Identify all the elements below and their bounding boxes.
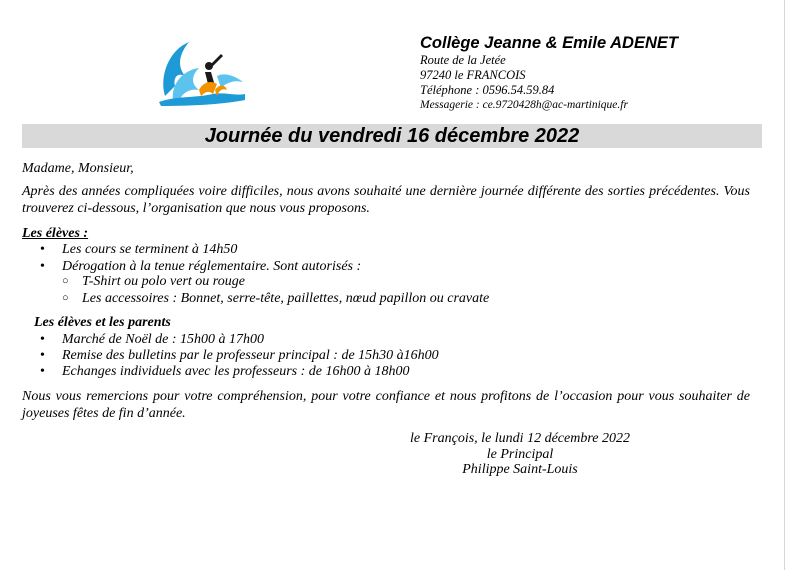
circle-bullet-icon: ○ (62, 275, 69, 287)
signature-date: le François, le lundi 12 décembre 2022 (410, 431, 630, 446)
intro-paragraph: Après des années compliquées voire difficiles, nous avons souhaité une dernière journée différente des sorties précédentes. Vous trouverez ci-dessous, l’organisation que nous vous proposons. (22, 184, 750, 216)
signature-role: le Principal (486, 447, 554, 462)
school-header (420, 33, 678, 113)
bullet-icon: • (40, 259, 45, 274)
section1-subitem: T-Shirt ou polo vert ou rouge (82, 274, 245, 289)
signature-name: Philippe Saint-Louis (462, 462, 578, 477)
title-bar (22, 124, 762, 148)
school-city: 97240 le FRANCOIS (420, 68, 526, 82)
section1-item: Dérogation à la tenue réglementaire. Sont autorisés : (62, 259, 362, 274)
section2-item: Echanges individuels avec les professeurs : de 16h00 à 18h00 (62, 364, 410, 379)
section1-heading: Les élèves : (22, 226, 89, 241)
bullet-icon: • (40, 348, 45, 363)
closing-paragraph: Nous vous remercions pour votre compréhension, pour votre confiance et nous profitons de l’occasion pour vous souhaiter de joyeuses fêtes de fin d’année. (22, 389, 750, 421)
circle-bullet-icon: ○ (62, 292, 69, 304)
section1-subitem: Les accessoires : Bonnet, serre-tête, paillettes, nœud papillon ou cravate (82, 291, 490, 306)
greeting: Madame, Monsieur, (22, 161, 134, 176)
bullet-icon: • (40, 242, 45, 257)
section2-item: Remise des bulletins par le professeur principal : de 15h30 à16h00 (62, 348, 439, 363)
school-email: Messagerie : ce.9720428h@ac-martinique.fr (420, 99, 628, 111)
bullet-icon: • (40, 332, 45, 347)
bullet-icon: • (40, 364, 45, 379)
section2-heading: Les élèves et les parents (34, 315, 171, 330)
page-title: Journée du vendredi 16 décembre 2022 (204, 125, 580, 147)
college-logo-icon (155, 36, 247, 108)
school-address: Route de la Jetée (420, 53, 506, 67)
school-phone: Téléphone : 0596.54.59.84 (420, 83, 555, 97)
section1-item: Les cours se terminent à 14h50 (62, 242, 238, 257)
school-name: Collège Jeanne & Emile ADENET (420, 34, 678, 52)
section2-item: Marché de Noël de : 15h00 à 17h00 (62, 332, 265, 347)
